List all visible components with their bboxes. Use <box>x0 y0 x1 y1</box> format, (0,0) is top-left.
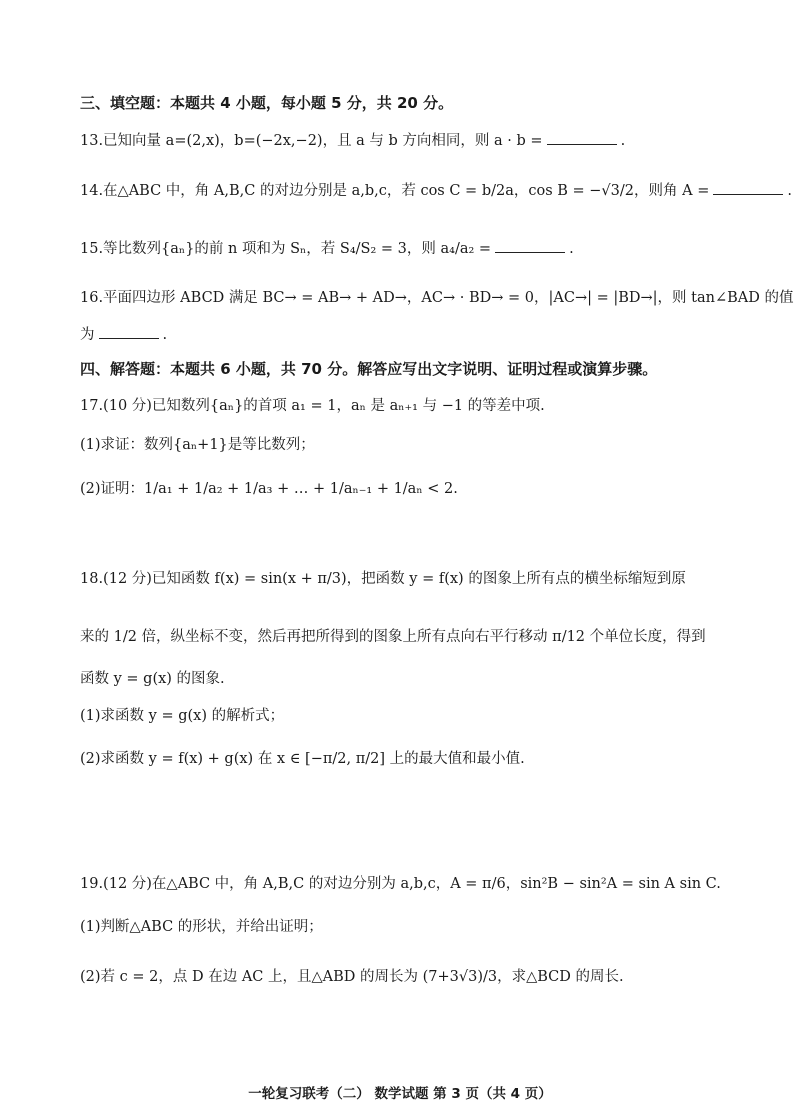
answer-blank-16 <box>99 324 159 339</box>
section4-heading: 四、解答题：本题共 6 小题，共 70 分。解答应写出文字说明、证明过程或演算步骤。 <box>80 360 658 378</box>
question-16-cont: 为 . <box>80 324 740 346</box>
section3-heading: 三、填空题：本题共 4 小题，每小题 5 分，共 20 分。 <box>80 94 454 112</box>
question-17-part1: (1)求证：数列{aₙ+1}是等比数列； <box>80 437 315 453</box>
question-18-part1: (1)求函数 y = g(x) 的解析式； <box>80 708 285 724</box>
question-18-part2: (2)求函数 y = f(x) + g(x) 在 x ∈ [−π/2, π/2] 上的最大值和最小值. <box>80 751 525 767</box>
question-14: 14.在△ABC 中，角 A,B,C 的对边分别是 a,b,c，若 cos C = b/2a，cos B = −√3/2，则角 A = . <box>80 180 740 202</box>
answer-blank-14 <box>713 180 783 195</box>
question-18-cont: 来的 1/2 倍，纵坐标不变，然后再把所得到的图象上所有点向右平行移动 π/12 个单位长度，得到 <box>80 629 706 645</box>
question-13: 13.已知向量 a=(2,x)，b=(−2x,−2)，且 a 与 b 方向相同，则 a · b = . <box>80 130 740 152</box>
question-15: 15.等比数列{aₙ}的前 n 项和为 Sₙ，若 S₄/S₂ = 3，则 a₄/a₂ = . <box>80 238 740 260</box>
question-16: 16.平面四边形 ABCD 满足 BC→ = AB→ + AD→，AC→ · BD→ = 0，|AC→| = |BD→|，则 tan∠BAD 的值 <box>80 290 794 306</box>
question-18-cont2: 函数 y = g(x) 的图象. <box>80 671 225 687</box>
question-18: 18.(12 分)已知函数 f(x) = sin(x + π/3)，把函数 y = f(x) 的图象上所有点的横坐标缩短到原 <box>80 571 686 587</box>
page-footer: 一轮复习联考（二） 数学试题 第 3 页（共 4 页） <box>248 1086 552 1102</box>
answer-blank-15 <box>495 238 565 253</box>
question-17: 17.(10 分)已知数列{aₙ}的首项 a₁ = 1，aₙ 是 aₙ₊₁ 与 −1 的等差中项. <box>80 398 545 414</box>
question-19: 19.(12 分)在△ABC 中，角 A,B,C 的对边分别为 a,b,c，A = π/6，sin²B − sin²A = sin A sin C. <box>80 876 721 892</box>
answer-blank-13 <box>547 130 617 145</box>
question-17-part2: (2)证明：1/a₁ + 1/a₂ + 1/a₃ + … + 1/aₙ₋₁ + 1/aₙ < 2. <box>80 481 458 497</box>
question-19-part2: (2)若 c = 2，点 D 在边 AC 上，且△ABD 的周长为 (7+3√3)/3，求△BCD 的周长. <box>80 969 624 985</box>
question-19-part1: (1)判断△ABC 的形状，并给出证明； <box>80 919 323 935</box>
